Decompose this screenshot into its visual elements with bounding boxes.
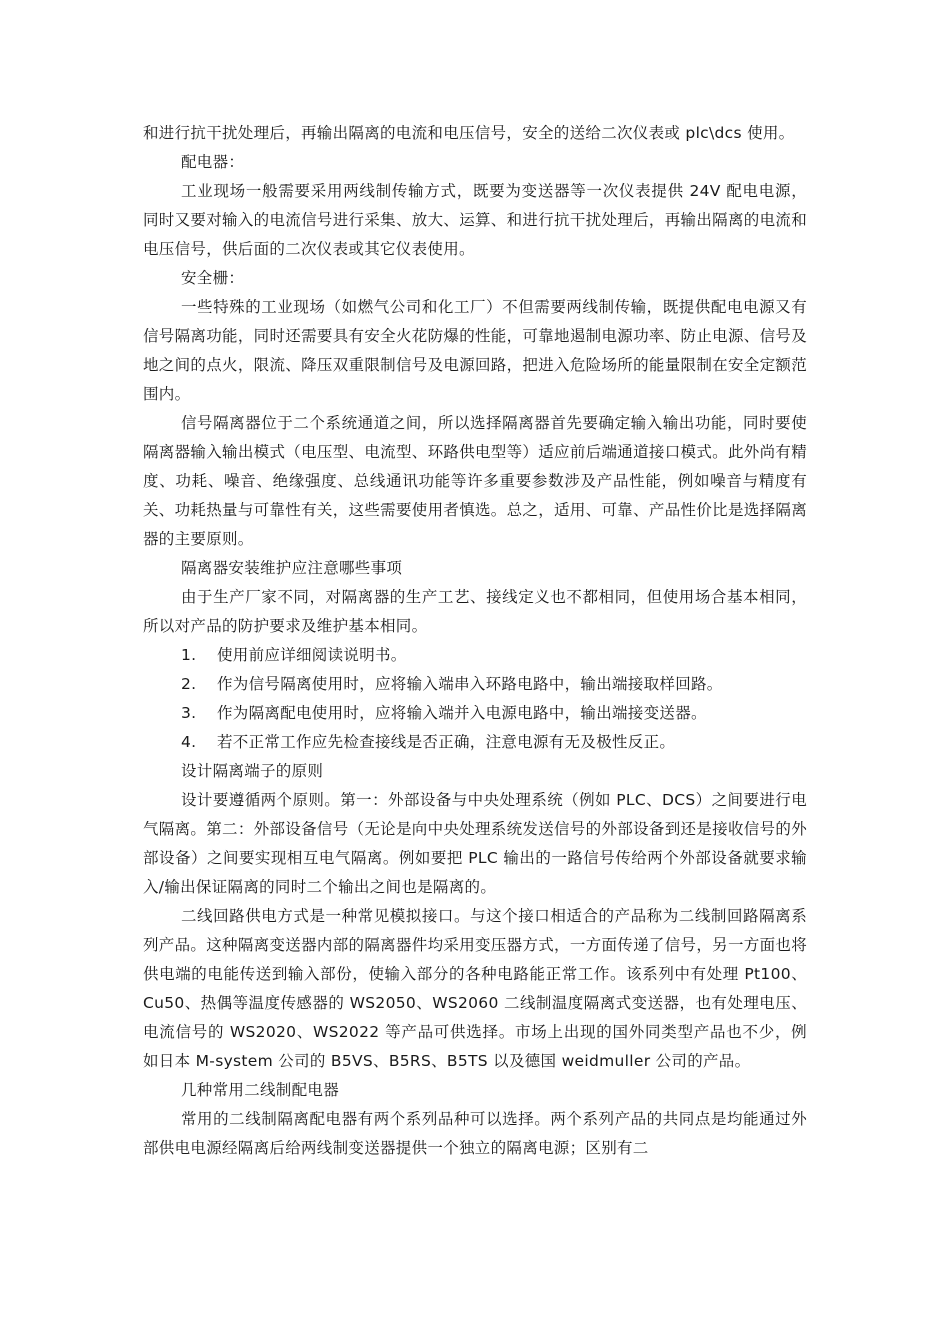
- common-heading: 几种常用二线制配电器: [181, 1081, 340, 1099]
- list-item-text: 若不正常工作应先检查接线是否正确，注意电源有无及极性反正。: [217, 733, 676, 751]
- loop-power-paragraph: 二线回路供电方式是一种常见模拟接口。与这个接口相适合的产品称为二线制回路隔离系列产品。这种隔离变送器内部的隔离器件均采用变压器方式，一方面传递了信号，另一方面也将供电端的电能传送到输入部份，使输入部分的各种电路能正常工作。该系列中有处理 Pt100、Cu50、热偶等温度传感器的 WS2050、WS2060 二线制温度隔离式变送器，也有处理电压、电流信号的 WS2020、WS2022 等产品可供选择。市场上出现的国外同类型产品也不少，例如日本 M-system 公司的 B5VS、B5RS、B5TS 以及德国 weidmuller 公司的产品。: [143, 907, 807, 1070]
- list-item-number: 3.: [181, 704, 197, 722]
- barrier-paragraph: 一些特殊的工业现场（如燃气公司和化工厂）不但需要两线制传输，既提供配电电源又有信号隔离功能，同时还需要具有安全火花防爆的性能，可靠地遏制电源功率、防止电源、信号及地之间的点火，限流、降压双重限制信号及电源回路，把进入危险场所的能量限制在安全定额范围内。: [143, 298, 807, 403]
- list-item-text: 使用前应详细阅读说明书。: [217, 646, 407, 664]
- document-page: [143, 119, 807, 1163]
- distributor-heading: 配电器：: [181, 153, 245, 171]
- list-item: [143, 728, 807, 757]
- maintenance-intro-paragraph: 由于生产厂家不同，对隔离器的生产工艺、接线定义也不都相同，但使用场合基本相同，所以对产品的防护要求及维护基本相同。: [143, 588, 807, 635]
- design-paragraph: 设计要遵循两个原则。第一：外部设备与中央处理系统（例如 PLC、DCS）之间要进行电气隔离。第二：外部设备信号（无论是向中央处理系统发送信号的外部设备到还是接收信号的外部设备）之间要实现相互电气隔离。例如要把 PLC 输出的一路信号传给两个外部设备就要求输入/输出保证隔离的同时二个输出之间也是隔离的。: [143, 791, 807, 896]
- selection-paragraph: 信号隔离器位于二个系统通道之间，所以选择隔离器首先要确定输入输出功能，同时要使隔离器输入输出模式（电压型、电流型、环路供电型等）适应前后端通道接口模式。此外尚有精度、功耗、噪音、绝缘强度、总线通讯功能等许多重要参数涉及产品性能，例如噪音与精度有关、功耗热量与可靠性有关，这些需要使用者慎选。总之，适用、可靠、产品性价比是选择隔离器的主要原则。: [143, 414, 807, 548]
- distributor-paragraph: 工业现场一般需要采用两线制传输方式，既要为变送器等一次仪表提供 24V 配电电源，同时又要对输入的电流信号进行采集、放大、运算、和进行抗干扰处理后，再输出隔离的电流和电压信号，供后面的二次仪表或其它仪表使用。: [143, 182, 807, 258]
- continuation-paragraph: 和进行抗干扰处理后，再输出隔离的电流和电压信号，安全的送给二次仪表或 plc\dcs 使用。: [143, 124, 795, 142]
- list-item-number: 1.: [181, 646, 197, 664]
- list-item-number: 2.: [181, 675, 197, 693]
- barrier-heading: 安全栅：: [181, 269, 245, 287]
- list-item-text: 作为隔离配电使用时，应将输入端并入电源电路中，输出端接变送器。: [217, 704, 707, 722]
- common-paragraph: 常用的二线制隔离配电器有两个系列品种可以选择。两个系列产品的共同点是均能通过外部供电电源经隔离后给两线制变送器提供一个独立的隔离电源；区别有二: [143, 1110, 807, 1157]
- list-item-text: 作为信号隔离使用时，应将输入端串入环路电路中，输出端接取样回路。: [217, 675, 723, 693]
- list-item: [143, 641, 807, 670]
- list-item-number: 4.: [181, 733, 197, 751]
- list-item: [143, 699, 807, 728]
- list-item: [143, 670, 807, 699]
- maintenance-heading: 隔离器安装维护应注意哪些事项: [181, 559, 403, 577]
- design-heading: 设计隔离端子的原则: [181, 762, 324, 780]
